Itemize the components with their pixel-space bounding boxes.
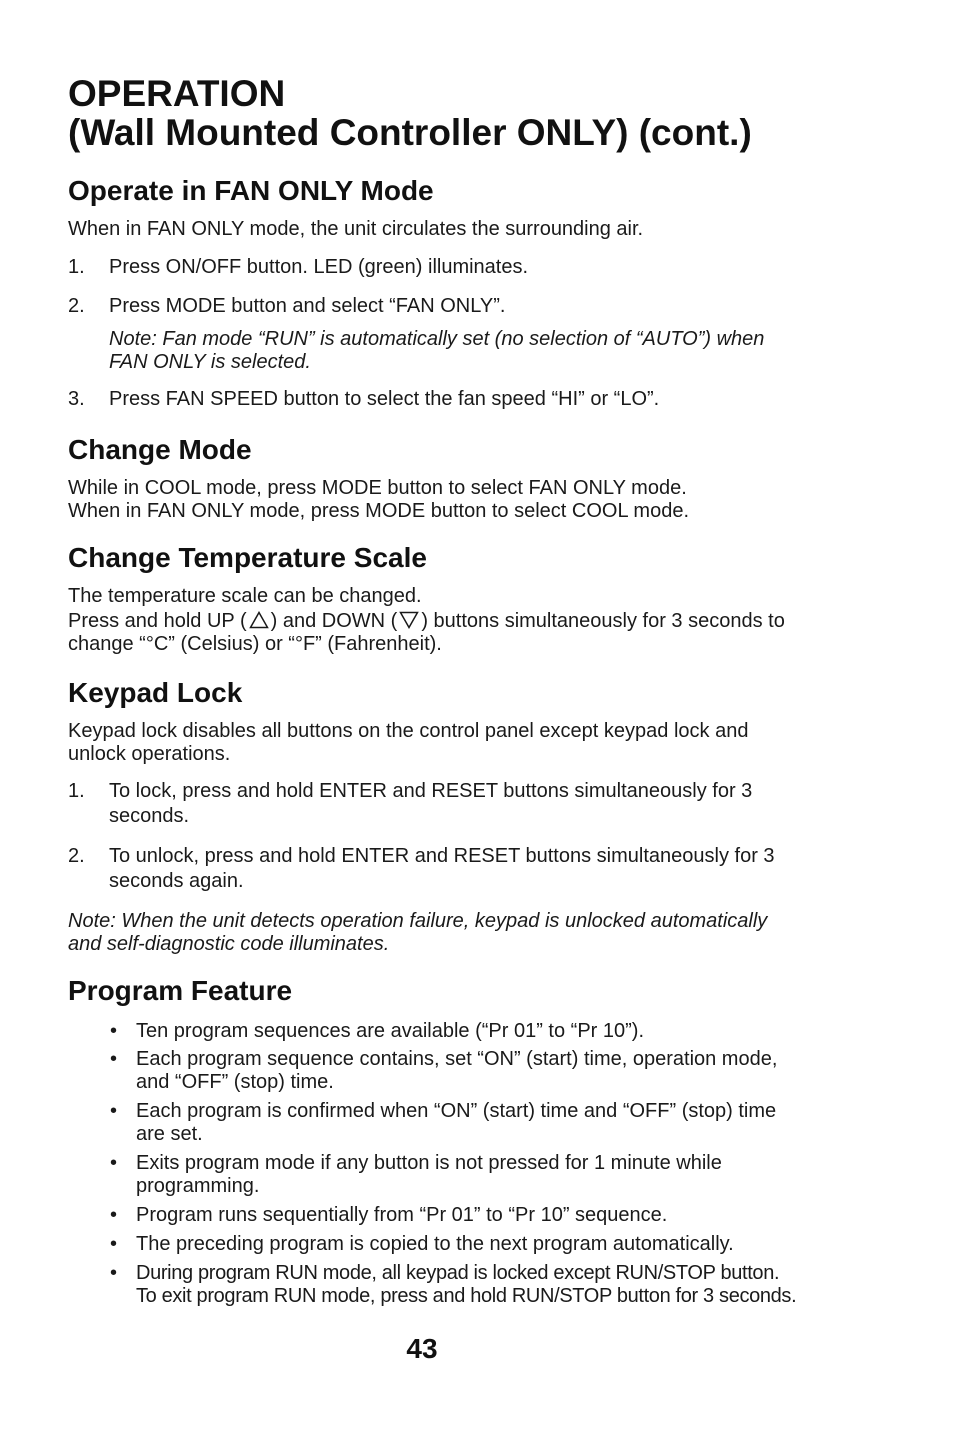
keypad-lock-intro <box>68 720 898 766</box>
step-number: 1. <box>68 780 85 802</box>
change-mode-heading: Change Mode <box>68 434 252 465</box>
program-feature-heading: Program Feature <box>68 975 293 1006</box>
intro-line: Keypad lock disables all buttons on the control panel except keypad lock and <box>68 720 749 742</box>
bullet-marker: • <box>110 1262 118 1284</box>
page-number: 43 <box>406 1333 438 1364</box>
temp-scale-text <box>68 585 898 656</box>
bullet-text: Exits program mode if any button is not pressed for 1 minute while programming. <box>136 1152 722 1197</box>
bullet-marker: • <box>110 1100 118 1122</box>
step-number: 3. <box>68 388 85 410</box>
bullet-text: Program runs sequentially from “Pr 01” to “Pr 10” sequence. <box>136 1204 668 1226</box>
temp-scale-line: The temperature scale can be changed. <box>68 585 422 607</box>
bullet-text: The preceding program is copied to the next program automatically. <box>136 1233 734 1255</box>
bullet-marker: • <box>110 1204 118 1226</box>
temp-scale-line: change “°C” (Celsius) or “°F” (Fahrenheit). <box>68 633 442 655</box>
step-text: Press MODE button and select “FAN ONLY”. <box>109 295 506 317</box>
bullet-marker: • <box>110 1233 118 1255</box>
step-number: 2. <box>68 845 85 867</box>
bullet-text: Ten program sequences are available (“Pr 01” to “Pr 10”). <box>136 1020 645 1042</box>
note-line: Note: When the unit detects operation failure, keypad is unlocked automatically <box>68 910 768 932</box>
fan-only-intro: When in FAN ONLY mode, the unit circulates the surrounding air. <box>68 218 644 240</box>
down-triangle-outline-icon <box>399 611 419 629</box>
bullet-marker: • <box>110 1152 118 1174</box>
fan-only-note <box>109 328 899 374</box>
note-line: and self-diagnostic code illuminates. <box>68 933 390 955</box>
bullet-marker: • <box>110 1020 118 1042</box>
step-text: Press FAN SPEED button to select the fan speed “HI” or “LO”. <box>109 388 660 410</box>
change-mode-text <box>68 477 898 523</box>
step-number: 1. <box>68 256 85 278</box>
intro-line: unlock operations. <box>68 743 231 765</box>
temp-scale-heading: Change Temperature Scale <box>68 542 427 573</box>
page-title-line1: OPERATION <box>68 73 286 114</box>
note-line: Note: Fan mode “RUN” is automatically set (no selection of “AUTO”) when <box>109 328 765 350</box>
temp-scale-line: Press and hold UP ( ) and DOWN ( ) buttons simultaneously for 3 seconds to <box>68 610 785 632</box>
up-triangle-outline-icon <box>249 611 269 629</box>
keypad-lock-note <box>68 910 898 956</box>
bullet-text: Each program sequence contains, set “ON” (start) time, operation mode, and “OFF” (stop) time. <box>136 1048 778 1093</box>
note-line: FAN ONLY is selected. <box>109 351 311 373</box>
bullet-marker: • <box>110 1048 118 1070</box>
change-mode-line: While in COOL mode, press MODE button to select FAN ONLY mode. <box>68 477 687 499</box>
bullet-text: Each program is confirmed when “ON” (start) time and “OFF” (stop) time are set. <box>136 1100 777 1145</box>
bullet-text: During program RUN mode, all keypad is locked except RUN/STOP button. To exit program RUN mode, press and hold RUN/STOP button for 3 seconds. <box>136 1262 797 1307</box>
step-text: To unlock, press and hold ENTER and RESET buttons simultaneously for 3 seconds again. <box>109 845 775 892</box>
keypad-lock-heading: Keypad Lock <box>68 677 243 708</box>
change-mode-line: When in FAN ONLY mode, press MODE button to select COOL mode. <box>68 500 689 522</box>
fan-only-heading: Operate in FAN ONLY Mode <box>68 175 434 206</box>
page-title-line2: (Wall Mounted Controller ONLY) (cont.) <box>68 112 752 153</box>
page-title <box>68 74 752 152</box>
step-text: To lock, press and hold ENTER and RESET buttons simultaneously for 3 seconds. <box>109 780 753 827</box>
step-number: 2. <box>68 295 85 317</box>
step-text: Press ON/OFF button. LED (green) illuminates. <box>109 256 529 278</box>
